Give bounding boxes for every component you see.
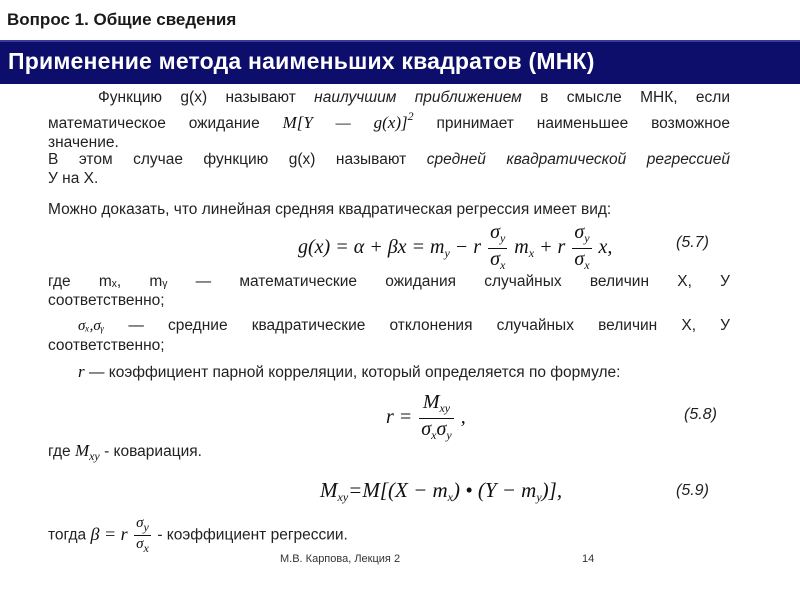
equation-number-5-7: (5.7) — [676, 234, 709, 251]
where3-text: — коэффициент парной корреляции, который определяется по формуле: — [88, 364, 621, 381]
paragraph-where-sigma — [48, 316, 730, 355]
final-text-a: тогда — [48, 526, 87, 544]
paragraph-definition — [48, 88, 730, 152]
mxy-symbol: $M_{xy}$ — [74, 441, 100, 463]
paragraph-linear — [48, 200, 730, 219]
p1-text-c: в смысле МНК, если — [540, 89, 730, 106]
slide-title: Применение метода наименьших квадратов (МНК) — [8, 48, 595, 74]
p1-text-a: Функцию g(x) называют — [98, 89, 296, 106]
where2-line2: соответственно; — [48, 337, 165, 354]
p3-text: Можно доказать, что линейная средняя квадратическая регрессия имеет вид: — [48, 201, 612, 218]
paragraph-covariance — [48, 441, 730, 466]
paragraph-where-means — [48, 272, 730, 310]
r-symbol: r — [78, 362, 85, 381]
p2-text-a: В этом случае функцию g(x) называют — [48, 151, 407, 168]
where4-text-a: где — [48, 443, 71, 460]
beta-formula: β = r $\frac{\sigma_y}{\sigma_x}$ — [90, 515, 149, 555]
p2-italic-term: средней квадратической регрессией — [426, 151, 731, 168]
formula-5-7: $g(x) = \alpha + \beta x = m_y - r$ $\frac{\sigma_y}{\sigma_x}$ $m_x + r$ $\frac{\sigma_y}{\sigma_x}$ x, — [298, 221, 613, 272]
section-title: Вопрос 1. Общие сведения — [7, 10, 237, 29]
p1-italic-term: наилучшим приближением — [314, 89, 522, 106]
page-number: 14 — [582, 553, 595, 565]
equation-number-5-9: (5.9) — [676, 482, 709, 499]
p1-text-d: математическое ожидание — [48, 115, 260, 132]
formula-5-8: r = $\frac{M_{xy}}{\sigma_x\sigma_y}$ , — [386, 391, 466, 442]
where4-text-b: - ковариация. — [104, 443, 202, 460]
sigma-symbols: σₓ,σᵧ — [78, 318, 105, 334]
p1-text-f: значение. — [48, 134, 119, 151]
final-text-b: - коэффициент регрессии. — [157, 526, 348, 544]
slide-header — [0, 40, 800, 84]
where2-line1: — средние квадратические отклонения случайных величин Х, У — [128, 317, 730, 334]
equation-number-5-8: (5.8) — [684, 406, 717, 423]
where1-line1: где mₓ, mᵧ — математические ожидания случайных величин Х, У — [48, 273, 730, 290]
paragraph-regression — [48, 150, 730, 188]
p1-text-e: принимает наименьшее возможное — [436, 115, 731, 132]
paragraph-where-r — [48, 362, 730, 382]
p2-text-c: У на Х. — [48, 170, 99, 187]
footer-author: М.В. Карпова, Лекция 2 — [280, 553, 401, 565]
p1-math: M[Y — g(x)]$^2$ — [282, 109, 414, 132]
paragraph-regression-coefficient — [48, 515, 730, 556]
where1-line2: соответственно; — [48, 292, 165, 309]
formula-5-9: $M_{xy}=M[(X - m_x)$ • $(Y - m_y)$], — [320, 478, 563, 504]
